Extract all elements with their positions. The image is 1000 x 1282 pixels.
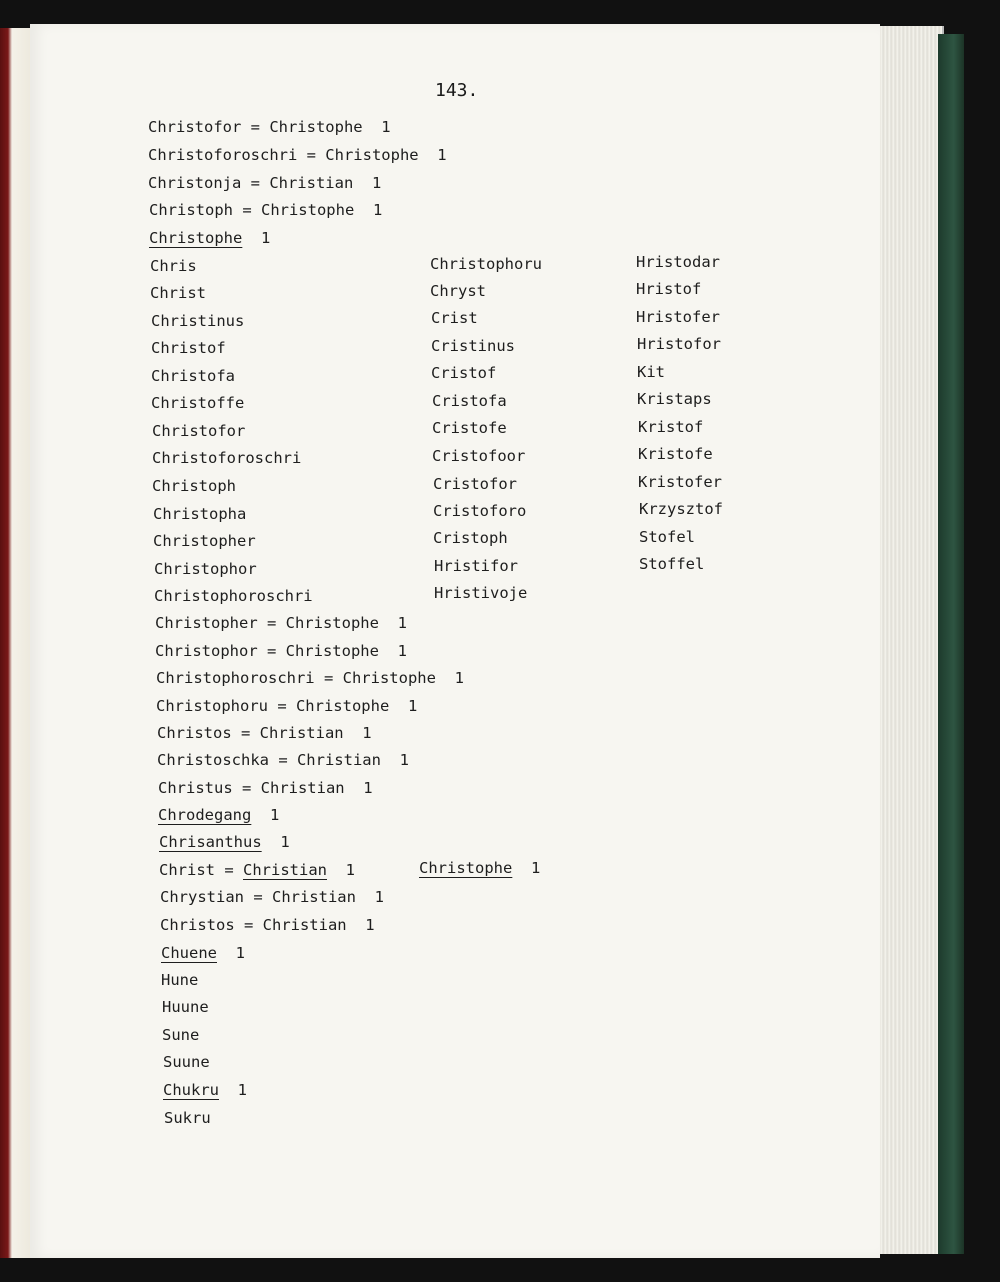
entry-heading: Christophe: [419, 859, 513, 877]
entry-line: Christophoru = Christophe 1: [156, 697, 418, 715]
variant-name: Cristofe: [432, 419, 507, 437]
page-edges: [872, 26, 944, 1254]
entry-count: 1: [219, 1081, 247, 1099]
entry-line: Christos = Christian 1: [157, 724, 372, 742]
entry-line: Christoph = Christophe 1: [149, 201, 383, 219]
entry-line: Christoschka = Christian 1: [157, 751, 409, 769]
entry-count: 1: [217, 944, 245, 962]
variant-name: Hristofor: [637, 335, 721, 353]
entry-count: 1: [327, 861, 355, 879]
entry-prefix: Christ =: [159, 861, 243, 879]
variant-name: Kristaps: [637, 390, 712, 408]
variant-name: Cristinus: [431, 337, 515, 355]
entry-heading: Christophe: [149, 229, 243, 247]
variant-name: Hune: [161, 971, 199, 989]
variant-name: Hristivoje: [434, 584, 528, 602]
entry-heading-line: [159, 833, 290, 851]
variant-name: Stoffel: [639, 555, 705, 573]
entry-line: Christonja = Christian 1: [148, 174, 382, 192]
variant-name: Hristodar: [636, 253, 720, 271]
variant-name: Christofa: [151, 367, 235, 385]
variant-name: Christophor: [154, 560, 257, 578]
variant-name: Christoffe: [151, 394, 245, 412]
variant-name: Hristofer: [636, 308, 720, 326]
entry-line: Christophoroschri = Christophe 1: [156, 669, 464, 687]
entry-line: Christus = Christian 1: [158, 779, 373, 797]
variant-name: Kit: [637, 363, 665, 381]
entry-heading-line: [419, 859, 540, 877]
variant-name: Hristof: [636, 280, 702, 298]
variant-name: Chris: [150, 257, 197, 275]
variant-name: Cristoforo: [433, 502, 527, 520]
variant-name: Christof: [151, 339, 226, 357]
entry-heading-line: [158, 806, 279, 824]
entry-line: Christophor = Christophe 1: [155, 642, 407, 660]
entry-heading: Chuene: [161, 944, 217, 962]
variant-name: Kristofe: [638, 445, 713, 463]
variant-name: Cristoph: [433, 529, 508, 547]
variant-name: Christofor: [152, 422, 246, 440]
entry-line: [159, 861, 355, 879]
variant-name: Christoph: [152, 477, 236, 495]
variant-name: Crist: [431, 309, 478, 327]
entry-heading: Chrodegang: [158, 806, 252, 824]
entry-heading: Chukru: [163, 1081, 219, 1099]
variant-name: Christophoroschri: [154, 587, 313, 605]
variant-name: Sune: [162, 1026, 200, 1044]
entry-heading: Christian: [243, 861, 327, 879]
variant-name: Christopha: [153, 505, 247, 523]
variant-name: Christopher: [153, 532, 256, 550]
entry-line: Christopher = Christophe 1: [155, 614, 407, 632]
variant-name: Christinus: [151, 312, 245, 330]
variant-name: Cristof: [431, 364, 497, 382]
variant-name: Cristofor: [433, 475, 517, 493]
entry-heading-line: [163, 1081, 247, 1099]
variant-name: Christ: [150, 284, 206, 302]
entry-heading-line: [149, 229, 270, 247]
variant-name: Kristofer: [638, 473, 722, 491]
variant-name: Cristofoor: [432, 447, 526, 465]
variant-name: Kristof: [638, 418, 704, 436]
entry-heading: Chrisanthus: [159, 833, 262, 851]
entry-line: Christoforoschri = Christophe 1: [148, 146, 447, 164]
entry-heading-line: [161, 944, 245, 962]
entry-count: 1: [261, 833, 290, 851]
variant-name: Hristifor: [434, 557, 518, 575]
variant-name: Krzysztof: [639, 500, 723, 518]
book-spine-left: [0, 28, 34, 1258]
variant-name: Stofel: [639, 528, 695, 546]
variant-name: Huune: [162, 998, 209, 1016]
variant-name: Chryst: [430, 282, 486, 300]
entry-line: Chrystian = Christian 1: [160, 888, 384, 906]
book-cover-right: [938, 34, 964, 1254]
entry-count: 1: [242, 229, 271, 247]
variant-name: Sukru: [164, 1109, 211, 1127]
variant-name: Christoforoschri: [152, 449, 302, 467]
entry-count: 1: [512, 859, 541, 877]
entry-line: Christos = Christian 1: [160, 916, 375, 934]
entry-line: Christofor = Christophe 1: [148, 118, 391, 136]
entry-count: 1: [251, 806, 280, 824]
variant-name: Cristofa: [432, 392, 507, 410]
variant-name: Christophoru: [430, 255, 542, 273]
variant-name: Suune: [163, 1053, 210, 1071]
page-number: 143.: [435, 80, 479, 101]
